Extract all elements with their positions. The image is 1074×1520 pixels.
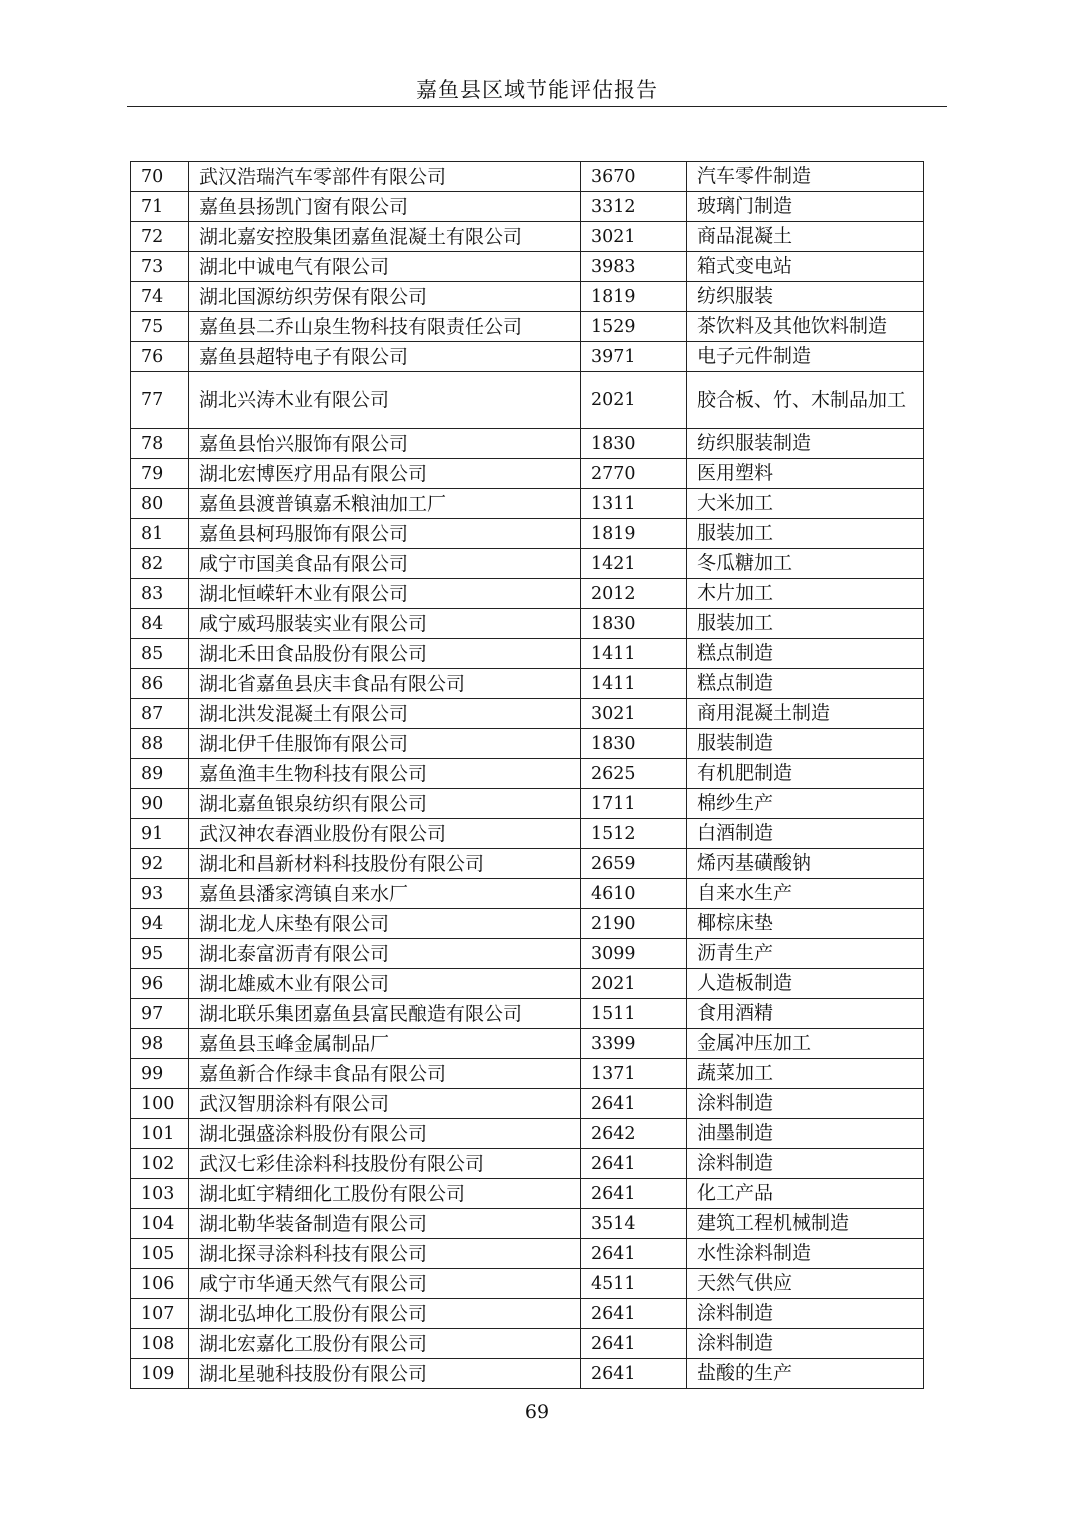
company-name-cell: 湖北龙人床垫有限公司 — [189, 909, 581, 939]
table-row — [131, 1089, 924, 1119]
industry-code-cell: 3099 — [581, 939, 687, 969]
company-name-cell: 武汉七彩佳涂料科技股份有限公司 — [189, 1149, 581, 1179]
company-name-cell: 湖北虹宇精细化工股份有限公司 — [189, 1179, 581, 1209]
table-row — [131, 429, 924, 459]
industry-cell: 蔬菜加工 — [687, 1059, 924, 1089]
table-row — [131, 999, 924, 1029]
row-number-cell: 80 — [131, 489, 189, 519]
industry-cell: 纺织服装 — [687, 282, 924, 312]
company-name-cell: 湖北嘉鱼银泉纺织有限公司 — [189, 789, 581, 819]
table-row — [131, 579, 924, 609]
table-row — [131, 342, 924, 372]
company-name-cell: 湖北勒华装备制造有限公司 — [189, 1209, 581, 1239]
industry-cell: 涂料制造 — [687, 1089, 924, 1119]
company-name-cell: 嘉鱼县渡普镇嘉禾粮油加工厂 — [189, 489, 581, 519]
industry-code-cell: 1830 — [581, 729, 687, 759]
row-number-cell: 78 — [131, 429, 189, 459]
row-number-cell: 100 — [131, 1089, 189, 1119]
industry-code-cell: 3021 — [581, 699, 687, 729]
industry-cell: 天然气供应 — [687, 1269, 924, 1299]
company-name-cell: 武汉神农春酒业股份有限公司 — [189, 819, 581, 849]
industry-cell: 服装制造 — [687, 729, 924, 759]
company-table-body — [131, 162, 924, 1389]
table-row — [131, 252, 924, 282]
table-row — [131, 1209, 924, 1239]
table-row — [131, 939, 924, 969]
table-row — [131, 969, 924, 999]
industry-cell: 人造板制造 — [687, 969, 924, 999]
table-row — [131, 372, 924, 429]
industry-code-cell: 3312 — [581, 192, 687, 222]
company-name-cell: 湖北泰富沥青有限公司 — [189, 939, 581, 969]
industry-cell: 化工产品 — [687, 1179, 924, 1209]
row-number-cell: 105 — [131, 1239, 189, 1269]
row-number-cell: 99 — [131, 1059, 189, 1089]
company-name-cell: 嘉鱼县潘家湾镇自来水厂 — [189, 879, 581, 909]
industry-code-cell: 2641 — [581, 1329, 687, 1359]
industry-code-cell: 2641 — [581, 1299, 687, 1329]
industry-cell: 沥青生产 — [687, 939, 924, 969]
company-name-cell: 咸宁市华通天然气有限公司 — [189, 1269, 581, 1299]
company-name-cell: 嘉鱼渔丰生物科技有限公司 — [189, 759, 581, 789]
table-row — [131, 282, 924, 312]
company-table — [130, 161, 924, 1389]
industry-cell: 食用酒精 — [687, 999, 924, 1029]
table-row — [131, 669, 924, 699]
table-row — [131, 549, 924, 579]
row-number-cell: 86 — [131, 669, 189, 699]
row-number-cell: 96 — [131, 969, 189, 999]
industry-code-cell: 2659 — [581, 849, 687, 879]
industry-cell: 纺织服装制造 — [687, 429, 924, 459]
industry-code-cell: 1511 — [581, 999, 687, 1029]
industry-cell: 烯丙基磺酸钠 — [687, 849, 924, 879]
table-row — [131, 519, 924, 549]
industry-code-cell: 1830 — [581, 429, 687, 459]
industry-code-cell: 2021 — [581, 969, 687, 999]
industry-cell: 涂料制造 — [687, 1149, 924, 1179]
industry-cell: 棉纱生产 — [687, 789, 924, 819]
table-row — [131, 312, 924, 342]
industry-code-cell: 2625 — [581, 759, 687, 789]
row-number-cell: 91 — [131, 819, 189, 849]
row-number-cell: 92 — [131, 849, 189, 879]
row-number-cell: 87 — [131, 699, 189, 729]
company-name-cell: 湖北兴涛木业有限公司 — [189, 372, 581, 429]
header-divider — [127, 106, 947, 107]
industry-code-cell: 1819 — [581, 519, 687, 549]
company-name-cell: 湖北和昌新材料科技股份有限公司 — [189, 849, 581, 879]
row-number-cell: 102 — [131, 1149, 189, 1179]
company-name-cell: 嘉鱼县柯玛服饰有限公司 — [189, 519, 581, 549]
company-name-cell: 湖北国源纺织劳保有限公司 — [189, 282, 581, 312]
row-number-cell: 88 — [131, 729, 189, 759]
industry-code-cell: 2642 — [581, 1119, 687, 1149]
industry-cell: 糕点制造 — [687, 669, 924, 699]
industry-code-cell: 1311 — [581, 489, 687, 519]
company-name-cell: 湖北省嘉鱼县庆丰食品有限公司 — [189, 669, 581, 699]
table-row — [131, 849, 924, 879]
industry-code-cell: 2641 — [581, 1359, 687, 1389]
industry-code-cell: 3971 — [581, 342, 687, 372]
industry-cell: 商用混凝土制造 — [687, 699, 924, 729]
industry-cell: 医用塑料 — [687, 459, 924, 489]
industry-code-cell: 4610 — [581, 879, 687, 909]
page-header-title: 嘉鱼县区域节能评估报告 — [416, 78, 658, 102]
company-name-cell: 湖北强盛涂料股份有限公司 — [189, 1119, 581, 1149]
company-name-cell: 湖北宏博医疗用品有限公司 — [189, 459, 581, 489]
company-name-cell: 湖北恒嵘轩木业有限公司 — [189, 579, 581, 609]
company-name-cell: 湖北雄威木业有限公司 — [189, 969, 581, 999]
industry-cell: 白酒制造 — [687, 819, 924, 849]
row-number-cell: 98 — [131, 1029, 189, 1059]
company-name-cell: 嘉鱼县扬凯门窗有限公司 — [189, 192, 581, 222]
company-name-cell: 湖北星驰科技股份有限公司 — [189, 1359, 581, 1389]
row-number-cell: 79 — [131, 459, 189, 489]
industry-cell: 玻璃门制造 — [687, 192, 924, 222]
row-number-cell: 75 — [131, 312, 189, 342]
row-number-cell: 101 — [131, 1119, 189, 1149]
industry-code-cell: 3983 — [581, 252, 687, 282]
industry-code-cell: 2770 — [581, 459, 687, 489]
row-number-cell: 104 — [131, 1209, 189, 1239]
industry-cell: 电子元件制造 — [687, 342, 924, 372]
company-name-cell: 湖北嘉安控股集团嘉鱼混凝土有限公司 — [189, 222, 581, 252]
industry-code-cell: 1421 — [581, 549, 687, 579]
industry-cell: 水性涂料制造 — [687, 1239, 924, 1269]
company-name-cell: 湖北伊千佳服饰有限公司 — [189, 729, 581, 759]
industry-code-cell: 1819 — [581, 282, 687, 312]
industry-code-cell: 2641 — [581, 1089, 687, 1119]
industry-cell: 椰棕床垫 — [687, 909, 924, 939]
row-number-cell: 107 — [131, 1299, 189, 1329]
industry-cell: 金属冲压加工 — [687, 1029, 924, 1059]
table-row — [131, 819, 924, 849]
table-row — [131, 1329, 924, 1359]
company-name-cell: 嘉鱼县怡兴服饰有限公司 — [189, 429, 581, 459]
industry-cell: 有机肥制造 — [687, 759, 924, 789]
row-number-cell: 109 — [131, 1359, 189, 1389]
industry-cell: 箱式变电站 — [687, 252, 924, 282]
industry-cell: 木片加工 — [687, 579, 924, 609]
table-row — [131, 1149, 924, 1179]
company-name-cell: 嘉鱼县二乔山泉生物科技有限责任公司 — [189, 312, 581, 342]
industry-cell: 糕点制造 — [687, 639, 924, 669]
company-name-cell: 嘉鱼县超特电子有限公司 — [189, 342, 581, 372]
table-row — [131, 699, 924, 729]
industry-code-cell: 3021 — [581, 222, 687, 252]
industry-code-cell: 2012 — [581, 579, 687, 609]
table-row — [131, 1359, 924, 1389]
row-number-cell: 77 — [131, 372, 189, 429]
company-name-cell: 嘉鱼县玉峰金属制品厂 — [189, 1029, 581, 1059]
industry-code-cell: 1529 — [581, 312, 687, 342]
industry-code-cell: 4511 — [581, 1269, 687, 1299]
table-row — [131, 609, 924, 639]
table-row — [131, 1299, 924, 1329]
industry-cell: 自来水生产 — [687, 879, 924, 909]
industry-cell: 商品混凝土 — [687, 222, 924, 252]
company-name-cell: 咸宁市国美食品有限公司 — [189, 549, 581, 579]
row-number-cell: 89 — [131, 759, 189, 789]
page-number: 69 — [524, 1401, 550, 1423]
row-number-cell: 73 — [131, 252, 189, 282]
industry-cell: 涂料制造 — [687, 1329, 924, 1359]
industry-code-cell: 2190 — [581, 909, 687, 939]
row-number-cell: 97 — [131, 999, 189, 1029]
company-name-cell: 湖北洪发混凝土有限公司 — [189, 699, 581, 729]
row-number-cell: 83 — [131, 579, 189, 609]
table-row — [131, 729, 924, 759]
table-row — [131, 162, 924, 192]
row-number-cell: 71 — [131, 192, 189, 222]
table-row — [131, 459, 924, 489]
industry-cell: 茶饮料及其他饮料制造 — [687, 312, 924, 342]
table-row — [131, 1119, 924, 1149]
industry-cell: 油墨制造 — [687, 1119, 924, 1149]
table-row — [131, 1029, 924, 1059]
industry-code-cell: 1711 — [581, 789, 687, 819]
industry-code-cell: 3399 — [581, 1029, 687, 1059]
industry-code-cell: 2641 — [581, 1149, 687, 1179]
industry-code-cell: 3514 — [581, 1209, 687, 1239]
row-number-cell: 81 — [131, 519, 189, 549]
industry-cell: 汽车零件制造 — [687, 162, 924, 192]
industry-cell: 胶合板、竹、木制品加工 — [687, 372, 924, 429]
industry-code-cell: 2021 — [581, 372, 687, 429]
company-name-cell: 咸宁威玛服装实业有限公司 — [189, 609, 581, 639]
industry-cell: 服装加工 — [687, 609, 924, 639]
company-name-cell: 湖北禾田食品股份有限公司 — [189, 639, 581, 669]
row-number-cell: 95 — [131, 939, 189, 969]
row-number-cell: 76 — [131, 342, 189, 372]
industry-cell: 涂料制造 — [687, 1299, 924, 1329]
table-row — [131, 759, 924, 789]
company-name-cell: 湖北中诚电气有限公司 — [189, 252, 581, 282]
table-row — [131, 1059, 924, 1089]
table-row — [131, 489, 924, 519]
industry-cell: 盐酸的生产 — [687, 1359, 924, 1389]
row-number-cell: 103 — [131, 1179, 189, 1209]
table-row — [131, 909, 924, 939]
table-row — [131, 1239, 924, 1269]
company-name-cell: 武汉浩瑞汽车零部件有限公司 — [189, 162, 581, 192]
industry-code-cell: 1830 — [581, 609, 687, 639]
industry-cell: 大米加工 — [687, 489, 924, 519]
company-name-cell: 湖北联乐集团嘉鱼县富民酿造有限公司 — [189, 999, 581, 1029]
industry-cell: 冬瓜糖加工 — [687, 549, 924, 579]
row-number-cell: 85 — [131, 639, 189, 669]
row-number-cell: 74 — [131, 282, 189, 312]
industry-code-cell: 2641 — [581, 1239, 687, 1269]
industry-cell: 建筑工程机械制造 — [687, 1209, 924, 1239]
table-row — [131, 639, 924, 669]
industry-cell: 服装加工 — [687, 519, 924, 549]
row-number-cell: 70 — [131, 162, 189, 192]
company-name-cell: 湖北弘坤化工股份有限公司 — [189, 1299, 581, 1329]
industry-code-cell: 1411 — [581, 639, 687, 669]
table-row — [131, 1179, 924, 1209]
industry-code-cell: 1411 — [581, 669, 687, 699]
industry-code-cell: 1512 — [581, 819, 687, 849]
row-number-cell: 106 — [131, 1269, 189, 1299]
company-name-cell: 武汉智朋涂料有限公司 — [189, 1089, 581, 1119]
table-row — [131, 789, 924, 819]
table-row — [131, 222, 924, 252]
table-row — [131, 879, 924, 909]
row-number-cell: 93 — [131, 879, 189, 909]
row-number-cell: 94 — [131, 909, 189, 939]
row-number-cell: 108 — [131, 1329, 189, 1359]
row-number-cell: 82 — [131, 549, 189, 579]
row-number-cell: 72 — [131, 222, 189, 252]
industry-code-cell: 3670 — [581, 162, 687, 192]
row-number-cell: 84 — [131, 609, 189, 639]
table-row — [131, 192, 924, 222]
table-row — [131, 1269, 924, 1299]
row-number-cell: 90 — [131, 789, 189, 819]
company-name-cell: 嘉鱼新合作绿丰食品有限公司 — [189, 1059, 581, 1089]
company-name-cell: 湖北宏嘉化工股份有限公司 — [189, 1329, 581, 1359]
industry-code-cell: 2641 — [581, 1179, 687, 1209]
company-name-cell: 湖北探寻涂料科技有限公司 — [189, 1239, 581, 1269]
industry-code-cell: 1371 — [581, 1059, 687, 1089]
